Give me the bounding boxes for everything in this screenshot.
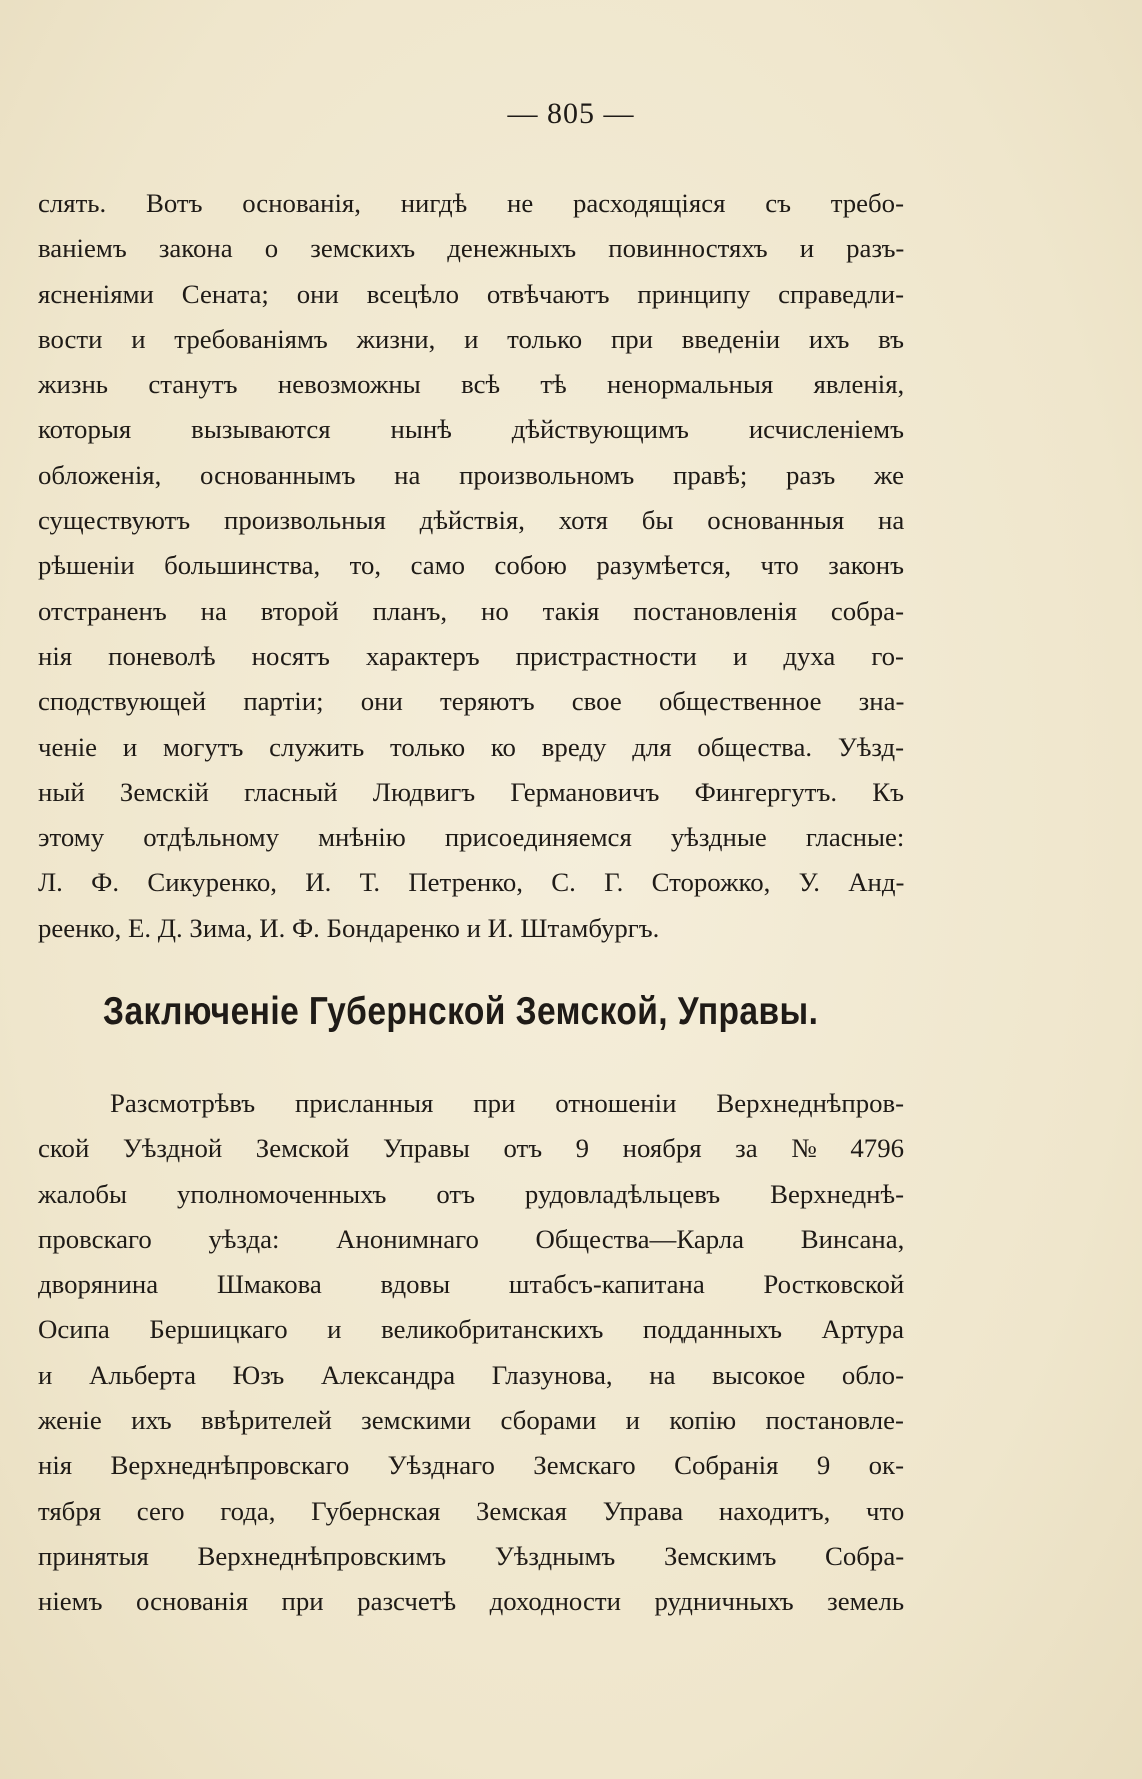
page-number: — 805 —	[507, 97, 635, 130]
text-line: Л. Ф. Сикуренко, И. Т. Петренко, С. Г. Сторожко, У. Анд-	[38, 867, 905, 898]
text-line: Разсмотрѣвъ присланныя при отношеніи Верхнеднѣпров-	[110, 1088, 905, 1118]
text-line: женіе ихъ ввѣрителей земскими сборами и копію постановле-	[38, 1405, 904, 1436]
text-line: этому отдѣльному мнѣнію присоединяемся уѣздные гласные:	[38, 822, 905, 853]
text-line: ской Уѣздной Земской Управы отъ 9 ноября за № 4796	[38, 1133, 904, 1164]
text-line: Осипа Бершицкаго и великобританскихъ подданныхъ Артура	[38, 1314, 904, 1345]
text-line: слять. Вотъ основанія, нигдѣ не расходящіяся съ требо-	[38, 188, 904, 218]
text-line: провскаго уѣзда: Анонимнаго Общества—Карла Винсана,	[38, 1223, 905, 1254]
text-line: ніемъ основанія при разсчетѣ доходности рудничныхъ земель	[38, 1586, 905, 1617]
section-heading: Заключеніе Губернской Земской, Управы.	[103, 990, 819, 1033]
text-line: реенко, Е. Д. Зима, И. Ф. Бондаренко и И. Штамбургъ.	[38, 912, 660, 943]
text-line: ясненіями Сената; они всецѣло отвѣчаютъ принципу справедли-	[38, 278, 904, 309]
text-line: рѣшеніи большинства, то, само собою разумѣется, что законъ	[38, 550, 904, 581]
text-line: вости и требованіямъ жизни, и только при введеніи ихъ въ	[38, 323, 904, 354]
text-line: существуютъ произвольныя дѣйствія, хотя бы основанныя на	[38, 505, 905, 536]
text-line: отстраненъ на второй планъ, но такія постановленія собра-	[38, 595, 904, 626]
text-line: нія поневолѣ носятъ характеръ пристрастности и духа го-	[38, 640, 904, 671]
text-line: ченіе и могутъ служить только ко вреду для общества. Уѣзд-	[38, 731, 905, 762]
text-line: сподствующей партіи; они теряютъ свое общественное зна-	[38, 686, 905, 717]
text-line: ный Земскій гласный Людвигъ Германовичъ Фингергутъ. Къ	[38, 776, 904, 807]
paragraph-dissenting-opinion	[38, 181, 904, 951]
text-line: жалобы уполномоченныхъ отъ рудовладѣльцевъ Верхнеднѣ-	[38, 1178, 904, 1209]
paragraph-provincial-conclusion	[38, 1081, 904, 1625]
text-line: которыя вызываются нынѣ дѣйствующимъ исчисленіемъ	[38, 414, 904, 445]
text-line: тября сего года, Губернская Земская Управа находитъ, что	[38, 1495, 905, 1526]
text-line: ваніемъ закона о земскихъ денежныхъ повинностяхъ и разъ-	[38, 233, 905, 264]
text-line: нія Верхнеднѣпровскаго Уѣзднаго Земскаго Собранія 9 ок-	[38, 1450, 904, 1481]
text-line: обложенія, основаннымъ на произвольномъ правѣ; разъ же	[38, 459, 904, 490]
text-line: жизнь станутъ невозможны всѣ тѣ ненормальныя явленія,	[38, 369, 905, 400]
text-line: дворянина Шмакова вдовы штабсъ-капитана Ростковской	[38, 1269, 905, 1300]
text-line: принятыя Верхнеднѣпровскимъ Уѣзднымъ Земскимъ Собра-	[38, 1540, 905, 1571]
text-line: и Альберта Юзъ Александра Глазунова, на высокое обло-	[38, 1359, 904, 1390]
